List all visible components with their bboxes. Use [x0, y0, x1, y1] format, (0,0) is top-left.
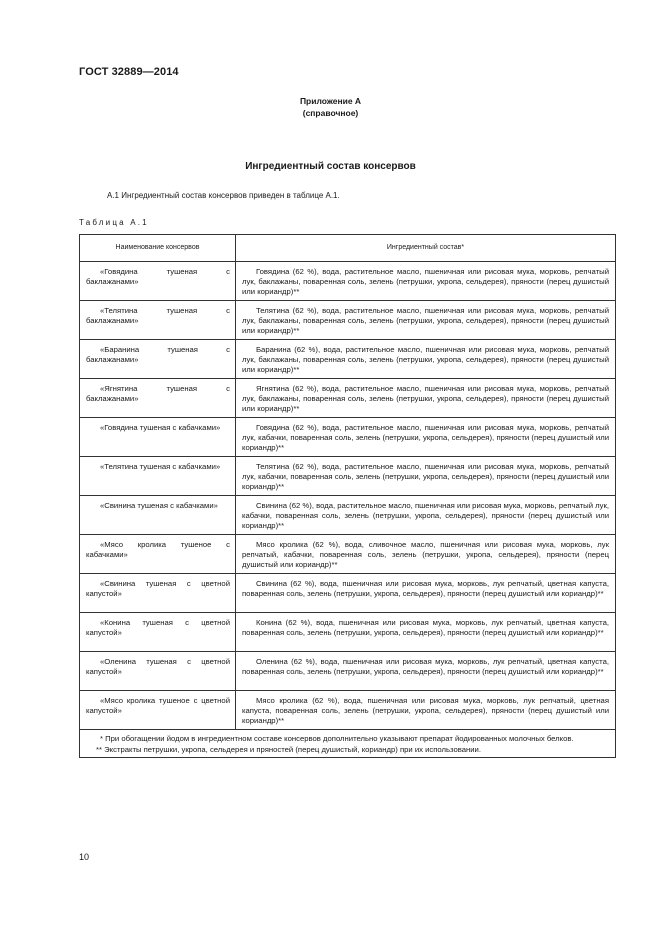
ingredients-table: [79, 234, 616, 758]
composition-cell: Телятина (62 %), вода, растительное масло, пшеничная или рисовая мука, морковь, репчатый лук, кабачки, поваренная соль, зелень (петрушки, укропа, сельдерея), пряности (перец душистый или кориандр)**: [236, 457, 616, 496]
table-row: [80, 691, 616, 730]
product-name-cell: «Говядина тушеная с кабачками»: [80, 418, 236, 457]
composition-cell: Баранина (62 %), вода, растительное масло, пшеничная или рисовая мука, морковь, репчатый лук, баклажаны, поваренная соль, зелень (петрушки, укропа, сельдерея), пряности (перец душистый или кориандр)**: [236, 340, 616, 379]
table-notes: [80, 730, 616, 758]
composition-cell: Свинина (62 %), вода, пшеничная или рисовая мука, морковь, лук репчатый, цветная капуста, поваренная соль, зелень (петрушки, укропа, сельдерея), пряности (перец душистый или кориандр)**: [236, 574, 616, 613]
product-name-cell: «Телятина тушеная с баклажанами»: [80, 301, 236, 340]
product-name-cell: «Мясо кролика тушеное с цветной капустой»: [80, 691, 236, 730]
table-row: [80, 340, 616, 379]
document-header: ГОСТ 32889—2014: [79, 66, 179, 78]
product-name-cell: «Оленина тушеная с цветной капустой»: [80, 652, 236, 691]
composition-cell: Оленина (62 %), вода, пшеничная или рисовая мука, морковь, лук репчатый, цветная капуста, поваренная соль, зелень (петрушки, укропа, сельдерея), пряности (перец душистый или кориандр)**: [236, 652, 616, 691]
annex-title: Приложение А: [299, 96, 362, 106]
column-header-name: Наименование консервов: [80, 235, 236, 262]
composition-cell: Конина (62 %), вода, пшеничная или рисовая мука, морковь, лук репчатый, цветная капуста, поваренная соль, зелень (петрушки, укропа, сельдерея), пряности (перец душистый или кориандр)**: [236, 613, 616, 652]
footnote-extracts: ** Экстракты петрушки, укропа, сельдерея и пряностей (перец душистый, кориандр) при их использовании.: [96, 744, 481, 754]
product-name-cell: «Говядина тушеная с баклажанами»: [80, 262, 236, 301]
product-name-cell: «Свинина тушеная с кабачками»: [80, 496, 236, 535]
product-name-cell: «Телятина тушеная с кабачками»: [80, 457, 236, 496]
product-name-cell: «Свинина тушеная с цветной капустой»: [80, 574, 236, 613]
composition-cell: Свинина (62 %), вода, растительное масло, пшеничная или рисовая мука, морковь, репчатый лук, кабачки, поваренная соль, зелень (петрушки, укропа, сельдерея), пряности (перец душистый или кориандр)**: [236, 496, 616, 535]
table-row: [80, 613, 616, 652]
page-number: 10: [79, 852, 90, 862]
composition-cell: Говядина (62 %), вода, растительное масло, пшеничная или рисовая мука, морковь, репчатый лук, кабачки, поваренная соль, зелень (петрушки, укропа, сельдерея), пряности (перец душистый или кориандр)**: [236, 418, 616, 457]
table-notes-row: [80, 730, 616, 758]
column-header-composition: Ингредиентный состав*: [236, 235, 616, 262]
table-row: [80, 496, 616, 535]
table-row: [80, 379, 616, 418]
table-body: [80, 262, 616, 730]
product-name-cell: «Баранина тушеная с баклажанами»: [80, 340, 236, 379]
composition-cell: Говядина (62 %), вода, растительное масло, пшеничная или рисовая мука, морковь, репчатый лук, баклажаны, поваренная соль, зелень (петрушки, укропа, сельдерея), пряности (перец душистый или кориандр)**: [236, 262, 616, 301]
intro-paragraph: А.1 Ингредиентный состав консервов приведен в таблице А.1.: [107, 191, 340, 200]
table-row: [80, 301, 616, 340]
table-header-row: [80, 235, 616, 262]
table-row: [80, 652, 616, 691]
table-label: Таблица А.1: [79, 218, 149, 227]
composition-cell: Мясо кролика (62 %), вода, пшеничная или рисовая мука, морковь, лук репчатый, цветная капуста, поваренная соль, зелень (петрушки, укропа, сельдерея), пряности (перец душистый или кориандр)**: [236, 691, 616, 730]
table-row: [80, 262, 616, 301]
section-title: Ингредиентный состав консервов: [245, 161, 416, 172]
composition-cell: Телятина (62 %), вода, растительное масло, пшеничная или рисовая мука, морковь, репчатый лук, баклажаны, поваренная соль, зелень (петрушки, укропа, сельдерея), пряности (перец душистый или кориандр)**: [236, 301, 616, 340]
table-row: [80, 418, 616, 457]
product-name-cell: «Ягнятина тушеная с баклажанами»: [80, 379, 236, 418]
product-name-cell: «Конина тушеная с цветной капустой»: [80, 613, 236, 652]
table-row: [80, 535, 616, 574]
table-row: [80, 574, 616, 613]
annex-type: (справочное): [302, 108, 359, 118]
table-row: [80, 457, 616, 496]
composition-cell: Ягнятина (62 %), вода, растительное масло, пшеничная или рисовая мука, морковь, репчатый лук, баклажаны, поваренная соль, зелень (петрушки, укропа, сельдерея), пряности (перец душистый или кориандр)**: [236, 379, 616, 418]
product-name-cell: «Мясо кролика тушеное с кабачками»: [80, 535, 236, 574]
footnote-iodine: * При обогащении йодом в ингредиентном составе консервов дополнительно указывают препарат йодированных молочных белков.: [100, 734, 574, 743]
composition-cell: Мясо кролика (62 %), вода, сливочное масло, пшеничная или рисовая мука, морковь, лук репчатый, кабачки, поваренная соль, зелень (петрушки, укропа, сельдерея), пряности (перец душистый или кориандр)**: [236, 535, 616, 574]
